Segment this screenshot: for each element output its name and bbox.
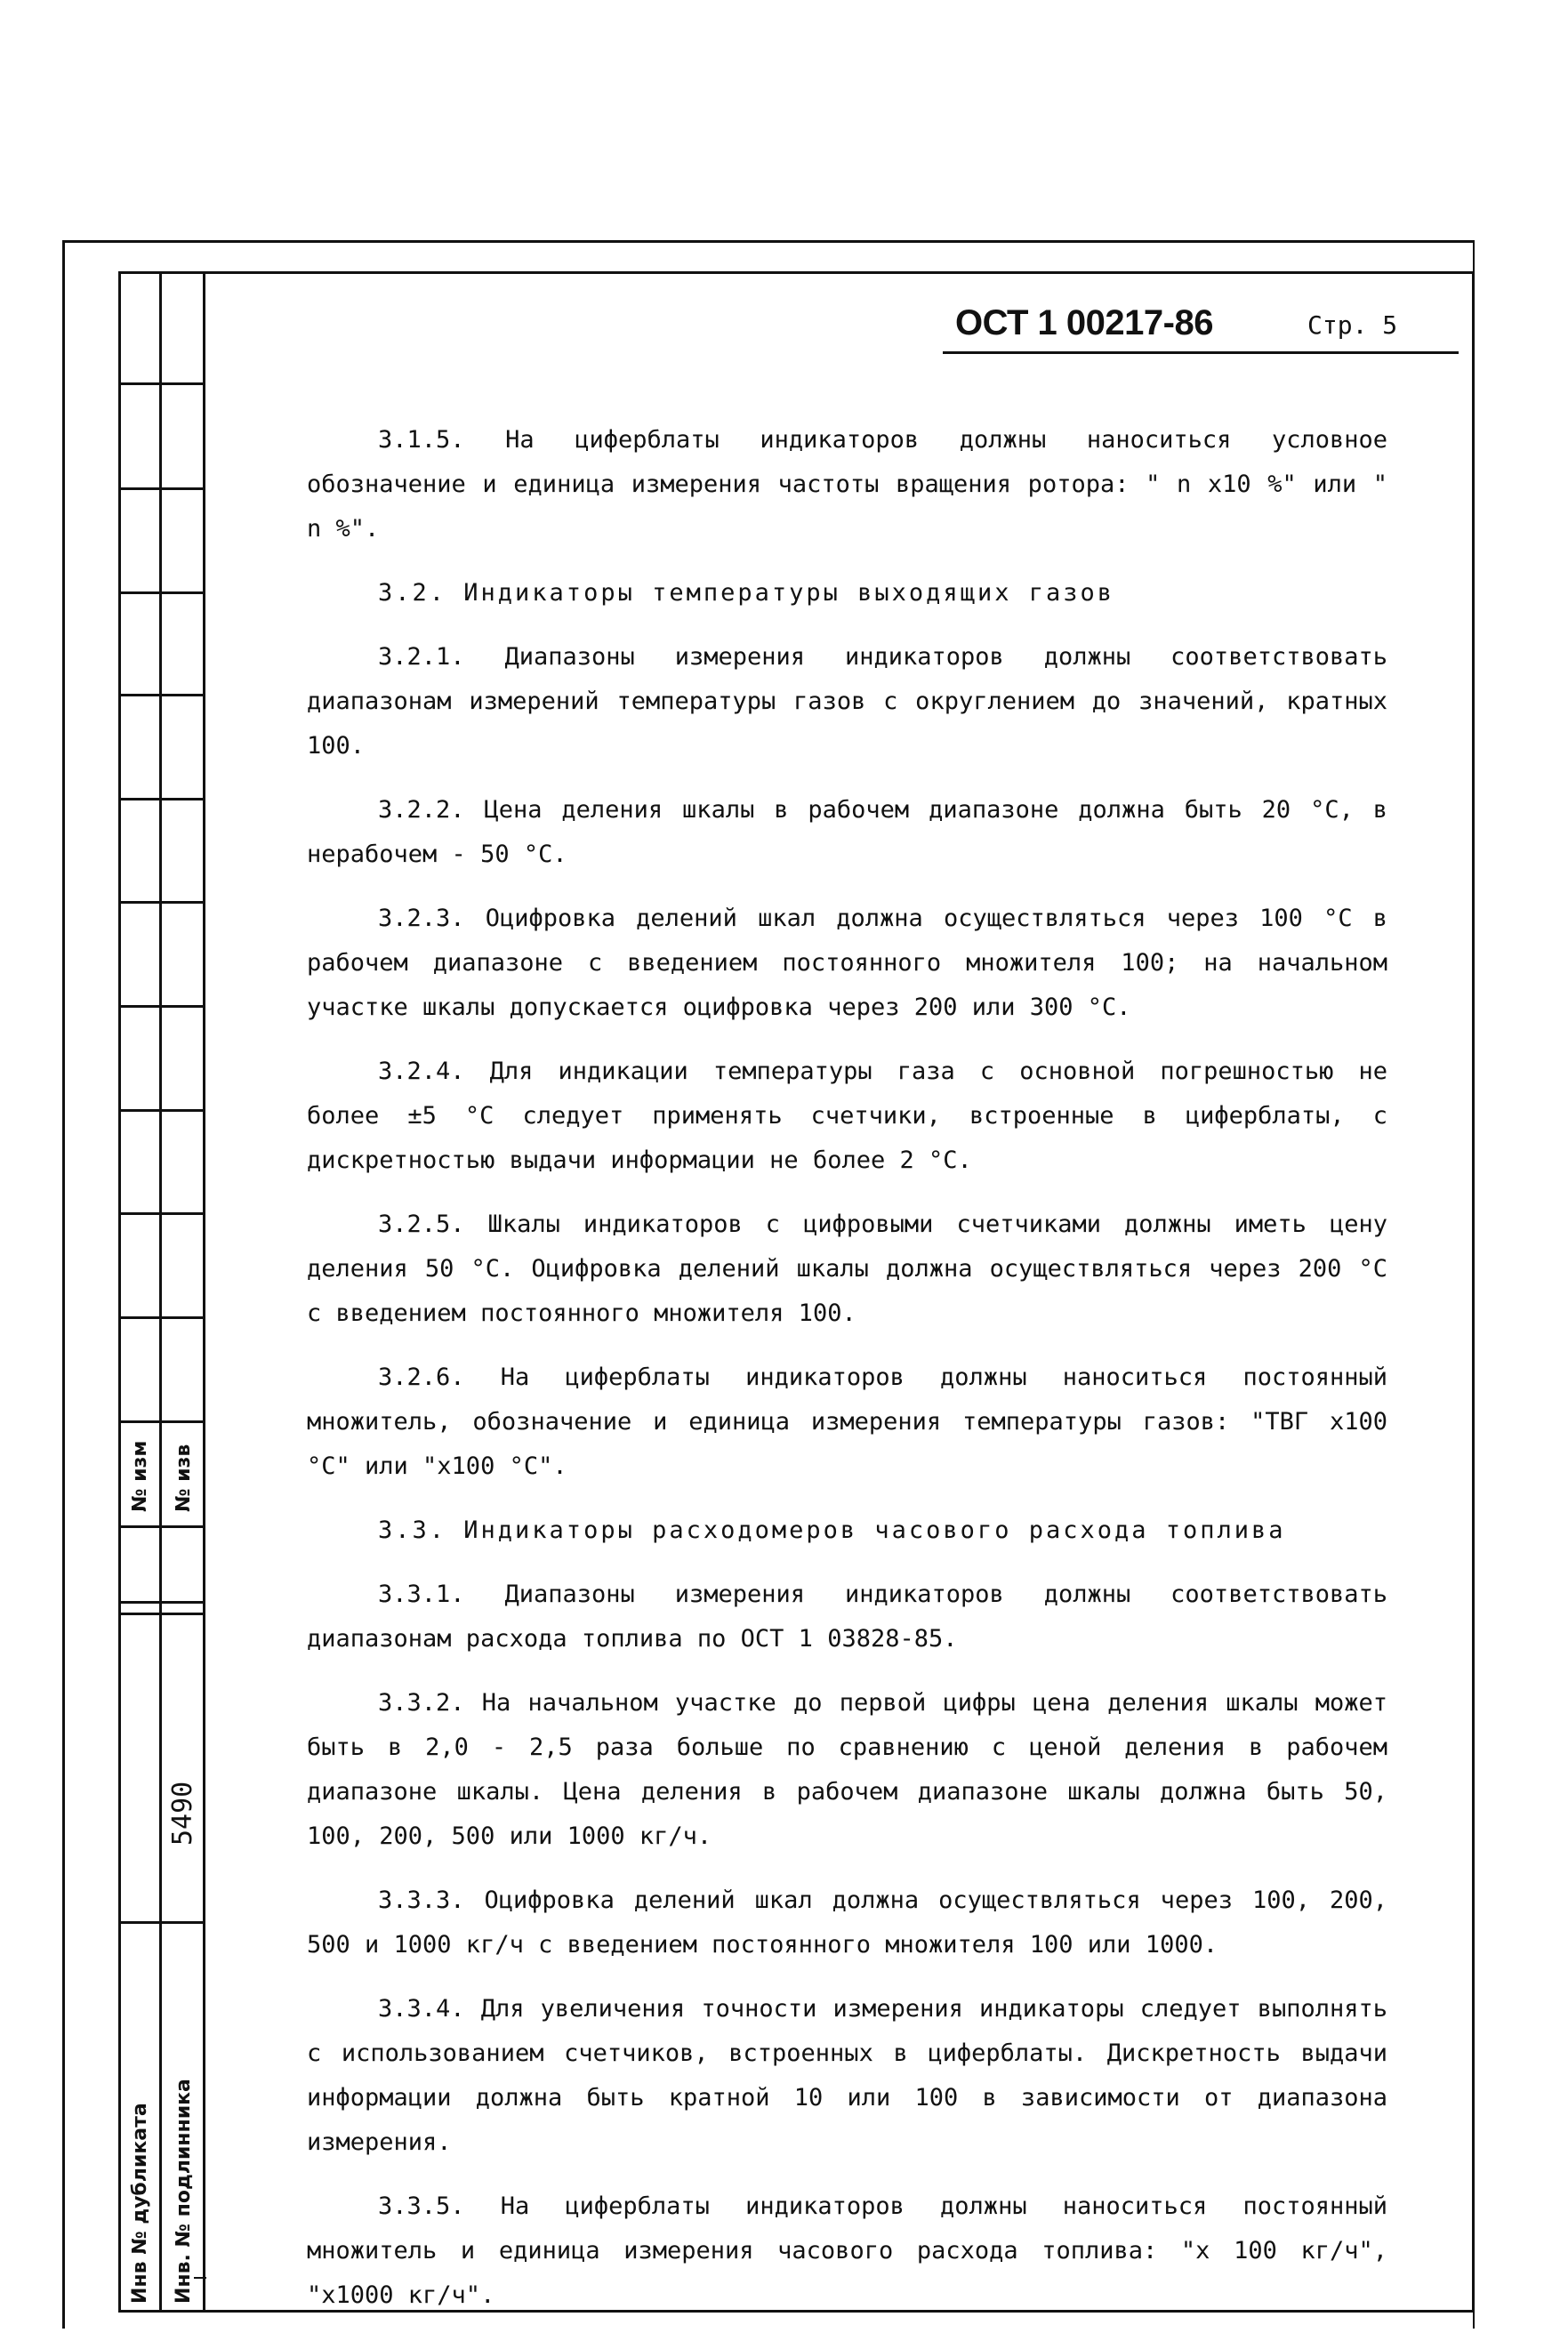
stamp-divider	[118, 1921, 205, 1924]
document-code: ОСТ 1 00217-86	[955, 303, 1213, 342]
stamp-divider	[118, 1525, 205, 1528]
stamp-divider	[118, 382, 205, 385]
paragraph-3-2-5: 3.2.5. Шкалы индикаторов с цифровыми счетчиками должны иметь цену деления 50 °C. Оцифровка делений шкалы должна осуществляться через 200 °C с введением постоянного множителя 100.	[307, 1211, 1387, 1327]
paragraph-3-2-2: 3.2.2. Цена деления шкалы в рабочем диапазоне должна быть 20 °C, в нерабочем - 50 °C.	[307, 796, 1387, 868]
stamp-divider	[118, 591, 205, 594]
stamp-divider	[118, 798, 205, 800]
paragraph-3-3-3: 3.3.3. Оцифровка делений шкал должна осуществляться через 100, 200, 500 и 1000 кг/ч с введением постоянного множителя 100 или 1000.	[307, 1886, 1387, 1959]
stamp-divider	[118, 1601, 205, 1615]
stamp-divider	[118, 694, 205, 696]
tail-mark	[194, 2277, 206, 2279]
stamp-divider	[118, 1005, 205, 1008]
izv-label: № изв	[173, 1444, 195, 1512]
stamp-divider	[118, 1212, 205, 1215]
inv-dublikata-label: Инв № дубликата	[129, 2103, 151, 2304]
inv-podlinnika-label: Инв. № подлинника	[173, 2079, 195, 2304]
paragraph-3-2-1: 3.2.1. Диапазоны измерения индикаторов должны соответствовать диапазонам измерений температуры газов с округлением до значений, кратных 100.	[307, 643, 1387, 760]
paragraph-3-2-6: 3.2.6. На циферблаты индикаторов должны наноситься постоянный множитель, обозначение и единица измерения температуры газов: "ТВГ x100 °C" или "x100 °C".	[307, 1364, 1387, 1480]
paragraph-3-3-2: 3.3.2. На начальном участке до первой цифры цена деления шкалы может быть в 2,0 - 2,5 раза больше по сравнению с ценой деления в рабочем диапазоне шкалы. Цена деления в рабочем диапазоне шкалы должна быть 50, 100, 200, 500 или 1000 кг/ч.	[307, 1689, 1387, 1850]
side-column-1	[118, 271, 162, 2313]
stamp-divider	[118, 1316, 205, 1319]
side-stamp	[118, 271, 205, 2313]
paragraph-3-2-3: 3.2.3. Оцифровка делений шкал должна осуществляться через 100 °C в рабочем диапазоне с введением постоянного множителя 100; на начальном участке шкалы допускается оцифровка через 200 или 300 °C.	[307, 905, 1387, 1021]
paragraph-3-3-1: 3.3.1. Диапазоны измерения индикаторов должны соответствовать диапазонам расхода топлива по ОСТ 1 03828-85.	[307, 1581, 1387, 1653]
izm-label: № изм	[129, 1440, 151, 1512]
side-column-2	[162, 271, 205, 2313]
podlinnik-number: 5490	[167, 1781, 198, 1846]
paragraph-3-3-5: 3.3.5. На циферблаты индикаторов должны наноситься постоянный множитель и единица измерения часового расхода топлива: "x 100 кг/ч", "x1000 кг/ч".	[307, 2192, 1387, 2309]
stamp-divider	[118, 1420, 205, 1423]
paragraph-3-1-5: 3.1.5. На циферблаты индикаторов должны наноситься условное обозначение и единица измерения частоты вращения ротора: " n x10 %" или " n %".	[307, 426, 1387, 543]
document-body	[307, 418, 1387, 2337]
section-heading-3-3: 3.3. Индикаторы расходомеров часового расхода топлива	[378, 1516, 1286, 1544]
paragraph-3-2-4: 3.2.4. Для индикации температуры газа с основной погрешностью не более ±5 °C следует применять счетчики, встроенные в циферблаты, с дискретностью выдачи информации не более 2 °C.	[307, 1058, 1387, 1174]
section-heading-3-2: 3.2. Индикаторы температуры выходящих газов	[378, 579, 1114, 607]
stamp-divider	[118, 487, 205, 490]
page-number: Стр. 5	[1307, 310, 1398, 340]
page-header	[943, 298, 1459, 354]
stamp-divider	[118, 901, 205, 904]
stamp-divider	[118, 1109, 205, 1112]
paragraph-3-3-4: 3.3.4. Для увеличения точности измерения индикаторы следует выполнять с использованием счетчиков, встроенных в циферблаты. Дискретность выдачи информации должна быть кратной 10 или 100 в зависимости от диапазона измерения.	[307, 1995, 1387, 2156]
